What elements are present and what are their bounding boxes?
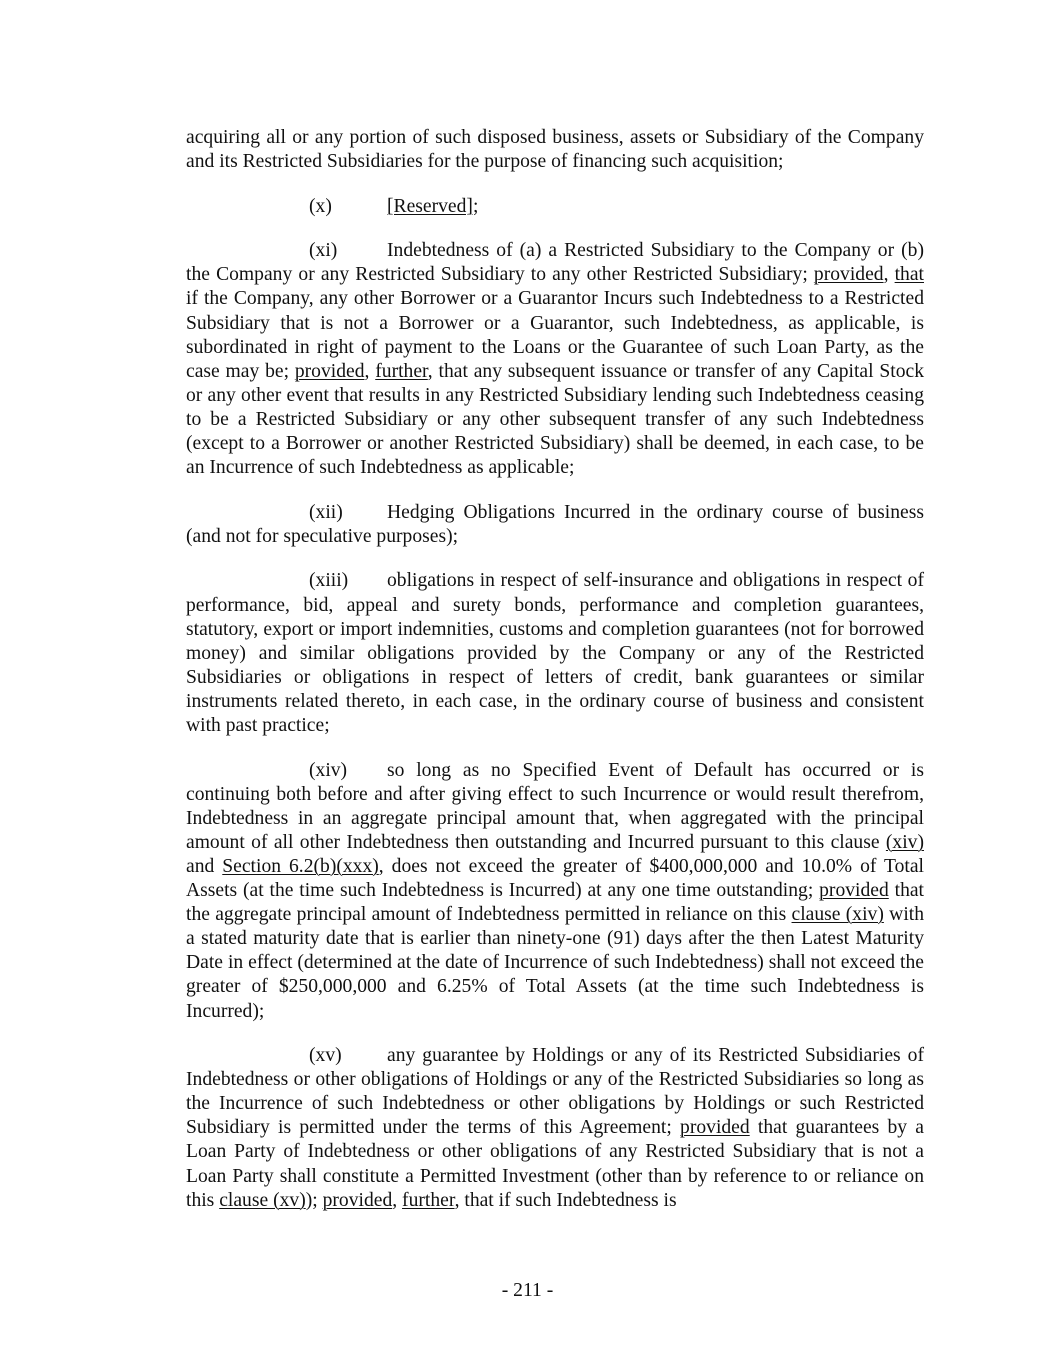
- clause-xiii: (xiii) obligations in respect of self-insurance and obligations in respect of performance, bid, appeal and surety bonds, performance and completion guarantees, statutory, export or import indemnities, customs and completion guarantees (not for borrowed money) and similar obligations provided by the Company or any of the Restricted Subsidiaries or obligations in respect of letters of credit, bank guarantees or similar instruments related thereto, in each case, in the ordinary course of business and consistent with past practice;: [186, 570, 924, 736]
- provided-term: provided: [322, 1189, 393, 1211]
- clause-reference: (xiv): [885, 831, 924, 853]
- clause-xi: (xi) Indebtedness of (a) a Restricted Subsidiary to the Company or (b) the Company or any Restricted Subsidiary to any other Restricted Subsidiary; provided, that if the Company, any other Borrower or a Guarantor Incurs such Indebtedness to a Restricted Subsidiary that is not a Borrower or a Guarantor, such Indebtedness, as applicable, is subordinated in right of payment to the Loans or the Guarantee of such Loan Party, as the case may be; provided, further, that any subsequent issuance or transfer of any Capital Stock or any other event that results in any Restricted Subsidiary lending such Indebtedness ceasing to be a Restricted Subsidiary or any other subsequent transfer of any such Indebtedness (except to a Borrower or another Restricted Subsidiary) shall be deemed, in each case, to be an Incurrence of such Indebtedness as applicable;: [186, 240, 925, 479]
- that-term: that: [894, 264, 924, 286]
- provided-term: provided: [813, 264, 884, 286]
- clause-reference: clause (xiv): [791, 904, 884, 926]
- clause-number: (xi): [309, 240, 338, 262]
- clause-reference: clause (xv): [219, 1189, 306, 1211]
- clause-xv: (xv) any guarantee by Holdings or any of its Restricted Subsidiaries of Indebtedness or other obligations of Holdings or any of the Restricted Subsidiaries so long as the Incurrence of such Indebtedness or other obligations by Holdings or such Restricted Subsidiary is permitted under the terms of this Agreement; provided that guarantees by a Loan Party of Indebtedness or other obligations of any Restricted Subsidiary that is not a Loan Party shall constitute a Permitted Investment (other than by reference to or reliance on this clause (xv)); provided, further, that if such Indebtedness is: [186, 1045, 924, 1211]
- further-term: further: [375, 360, 428, 382]
- clause-number: (xii): [309, 501, 343, 523]
- provided-term: provided: [819, 880, 889, 902]
- reserved-label: [Reserved]: [387, 195, 473, 217]
- clause-xii: (xii) Hedging Obligations Incurred in the ordinary course of business (and not for speculative purposes);: [186, 501, 924, 547]
- provided-term: provided: [680, 1117, 750, 1139]
- page-number: - 211 -: [501, 1280, 554, 1301]
- clause-number: (xv): [309, 1045, 342, 1067]
- section-reference: Section 6.2(b)(xxx): [222, 855, 379, 877]
- further-term: further: [402, 1189, 455, 1211]
- paragraph-continuation: acquiring all or any portion of such disposed business, assets or Subsidiary of the Company and its Restricted Subsidiaries for the purpose of financing such acquisition;: [186, 127, 924, 173]
- clause-number: (xiv): [309, 759, 348, 781]
- provided-term: provided: [294, 360, 365, 382]
- document-body: [186, 126, 924, 1213]
- clause-x: (x) [Reserved];: [186, 195, 924, 219]
- clause-number: (xiii): [309, 570, 349, 592]
- clause-number: (x): [309, 195, 332, 217]
- clause-xiv: (xiv) so long as no Specified Event of Default has occurred or is continuing both before and after giving effect to such Incurrence or would result therefrom, Indebtedness in an aggregate principal amount that, when aggregated with the principal amount of all other Indebtedness then outstanding and Incurred pursuant to this clause (xiv) and Section 6.2(b)(xxx), does not exceed the greater of $400,000,000 and 10.0% of Total Assets (at the time such Indebtedness is Incurred) at any one time outstanding; provided that the aggregate principal amount of Indebtedness permitted in reliance on this clause (xiv) with a stated maturity date that is earlier than ninety-one (91) days after the then Latest Maturity Date in effect (determined at the date of Incurrence of such Indebtedness) shall not exceed the greater of $250,000,000 and 6.25% of Total Assets (at the time such Indebtedness is Incurred);: [186, 759, 925, 1022]
